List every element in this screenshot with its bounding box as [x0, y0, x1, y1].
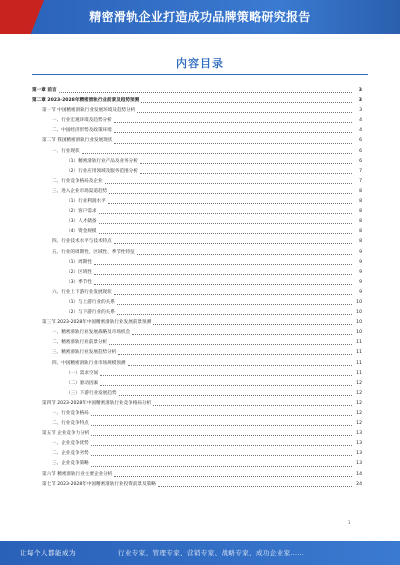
toc-entry[interactable] [32, 318, 362, 328]
toc-entry[interactable] [32, 217, 362, 227]
toc-leader-dots [114, 132, 352, 133]
toc-entry-title: （2）与下游行业的关系 [66, 310, 115, 316]
toc-leader-dots [99, 213, 353, 214]
toc-entry[interactable] [32, 288, 362, 298]
toc-entry-title: （三）下游行业发展趋势 [66, 390, 117, 396]
toc-entry-page: 10 [356, 299, 362, 305]
toc-entry-page: 10 [356, 310, 362, 316]
toc-leader-dots [105, 183, 352, 184]
toc-entry-page: 10 [356, 330, 362, 336]
toc-entry-page: 14 [356, 471, 362, 477]
toc-entry-page: 9 [359, 279, 362, 285]
toc-entry-page: 9 [359, 269, 362, 275]
toc-entry[interactable] [32, 359, 362, 369]
toc-entry[interactable] [32, 207, 362, 217]
toc-leader-dots [91, 445, 352, 446]
toc-leader-dots [117, 304, 352, 305]
toc-entry-page: 8 [359, 229, 362, 235]
toc-entry[interactable] [32, 248, 362, 258]
toc-entry-page: 11 [356, 370, 362, 376]
toc-entry-page: 12 [356, 421, 362, 427]
toc-entry-title: 第五节 企业竞争力分析 [42, 431, 90, 437]
toc-entry-title: 二、行业竞争特点 [52, 421, 89, 427]
toc-entry-title: （3）人才储备 [66, 219, 97, 225]
toc-leader-dots [140, 163, 352, 164]
toc-leader-dots [109, 344, 352, 345]
footer-slogan: 让每个人都能成为 [20, 549, 76, 557]
toc-entry-page: 13 [356, 461, 362, 467]
toc-entry-page: 4 [359, 128, 362, 134]
toc-entry-page: 9 [359, 289, 362, 295]
toc-entry[interactable] [32, 449, 362, 459]
toc-entry[interactable] [32, 197, 362, 207]
toc-leader-dots [114, 294, 352, 295]
toc-entry-title: 三、进入企业市场渠道趋势 [52, 188, 108, 194]
toc-entry-page: 8 [359, 219, 362, 225]
toc-leader-dots [137, 112, 352, 113]
toc-entry[interactable] [32, 187, 362, 197]
toc-leader-dots [114, 143, 352, 144]
toc-leader-dots [119, 395, 352, 396]
toc-entry[interactable] [32, 379, 362, 389]
toc-leader-dots [128, 365, 352, 366]
toc-entry-title: （二）驱动因素 [66, 380, 99, 386]
toc-leader-dots [100, 375, 352, 376]
toc-entry-page: 8 [359, 199, 362, 205]
toc-entry[interactable] [32, 348, 362, 358]
toc-entry-title: 第六节 精密滑轨行业主要企业分析 [42, 471, 113, 477]
toc-entry-title: 一、行业现状 [52, 148, 80, 154]
toc-title: 内容目录 [176, 57, 224, 70]
footer-banner [0, 541, 400, 565]
toc-entry[interactable] [32, 338, 362, 348]
toc-entry-title: 五、行业的周期性、区域性、季节性特征 [52, 249, 135, 255]
toc-entry-page: 24 [356, 481, 362, 487]
toc-entry-title: （2）行业应用领域及服务范围分析 [66, 168, 138, 174]
toc-leader-dots [141, 102, 352, 103]
toc-entry[interactable] [32, 328, 362, 338]
toc-entry[interactable] [32, 298, 362, 308]
toc-entry[interactable] [32, 399, 362, 409]
toc-entry[interactable] [32, 389, 362, 399]
toc-entry[interactable] [32, 167, 362, 177]
toc-entry-page: 12 [356, 400, 362, 406]
toc-entry[interactable] [32, 86, 362, 96]
toc-leader-dots [82, 153, 352, 154]
toc-entry-title: （2）区域性 [66, 269, 92, 275]
toc-entry-title: 第七节 2023-2028年中国精密滑轨行业投资前景及策略 [42, 481, 156, 487]
toc-entry-title: 二、企业竞争劣势 [52, 451, 89, 457]
toc-entry-page: 8 [359, 239, 362, 245]
toc-entry[interactable] [32, 96, 362, 106]
toc-leader-dots [91, 415, 352, 416]
page-number: 1 [348, 520, 351, 525]
toc-entry[interactable] [32, 177, 362, 187]
toc-entry-page: 7 [359, 178, 362, 184]
toc-leader-dots [158, 486, 352, 487]
toc-entry-page: 3 [358, 98, 362, 104]
toc-entry-title: （4）资金规模 [66, 229, 97, 235]
toc-entry-title: 第三节 2023-2028年中国精密滑轨行业发展前景预测 [42, 320, 152, 326]
toc-entry[interactable] [32, 268, 362, 278]
toc-entry-title: 一、企业竞争优势 [52, 441, 89, 447]
toc-entry[interactable] [32, 459, 362, 469]
toc-entry[interactable] [32, 258, 362, 268]
toc-entry[interactable] [32, 227, 362, 237]
toc-leader-dots [117, 314, 352, 315]
toc-entry-page: 12 [356, 411, 362, 416]
toc-leader-dots [91, 455, 352, 456]
toc-leader-dots [94, 284, 352, 285]
toc-entry-page: 4 [359, 118, 362, 124]
toc-leader-dots [99, 233, 353, 234]
toc-leader-dots [91, 435, 352, 436]
toc-entry[interactable] [32, 116, 362, 126]
toc-entry-title: 四、中国精密滑轨行业市场规模预测 [52, 360, 126, 366]
toc-leader-dots [109, 193, 352, 194]
toc-entry[interactable] [32, 429, 362, 439]
toc-leader-dots [114, 122, 352, 123]
toc-entry[interactable] [32, 480, 362, 490]
toc-leader-dots [91, 425, 352, 426]
toc-leader-dots [94, 274, 352, 275]
toc-entry-page: 6 [359, 158, 362, 164]
toc-entry-page: 8 [359, 209, 362, 215]
toc-entry-page: 3 [359, 108, 362, 114]
toc-leader-dots [114, 243, 352, 244]
toc-entry-title: 一、精密滑轨行业发展战略及市场机会 [52, 330, 131, 336]
toc-leader-dots [94, 264, 352, 265]
toc-leader-dots [108, 203, 352, 204]
toc-divider [32, 74, 368, 75]
toc-leader-dots [137, 254, 352, 255]
toc-leader-dots [140, 173, 352, 174]
toc-entry-title: （1）与上游行业的关系 [66, 299, 115, 305]
toc-entry-page: 12 [356, 380, 362, 386]
toc-entry-title: 一、行业竞争格局 [52, 411, 89, 416]
toc-entry-title: 二、中国经济形势及政策环境 [52, 128, 112, 134]
toc-entry-page: 11 [356, 340, 362, 346]
toc-entry-page: 9 [359, 259, 362, 265]
toc-entry-title: 四、行业技术水平与技术特点 [52, 239, 112, 245]
toc-entry[interactable] [32, 157, 362, 167]
toc-entry[interactable] [32, 278, 362, 288]
toc-entry-page: 8 [359, 188, 362, 194]
toc-entry-title: （2）客户需求 [66, 209, 97, 215]
toc-leader-dots [99, 223, 353, 224]
toc-entry-title: 二、精密滑轨行业前景分析 [52, 340, 108, 346]
toc-entry-title: 三、企业竞争策略 [52, 461, 89, 467]
toc-entry-title: 第四节 2023-2028年中国精密滑轨行业竞争格局分析 [42, 400, 152, 406]
toc-entry[interactable] [32, 419, 362, 429]
toc-entry[interactable] [32, 409, 362, 419]
toc-entry-title: 三、精密滑轨行业发展趋势分析 [52, 350, 117, 356]
toc-entry-title: （1）周期性 [66, 259, 92, 265]
toc-entry-page: 7 [359, 168, 362, 174]
toc-entry[interactable] [32, 439, 362, 449]
toc-leader-dots [59, 92, 352, 93]
toc-entry[interactable] [32, 126, 362, 136]
toc-entry-title: 第一章 前言 [32, 88, 57, 93]
toc-entry-page: 13 [356, 451, 362, 457]
toc-leader-dots [132, 334, 352, 335]
toc-leader-dots [100, 385, 352, 386]
toc-entry-page: 10 [356, 320, 362, 326]
toc-entry-title: 第一节 中国精密滑轨行业发展环境及趋势分析 [42, 108, 136, 114]
toc-entry[interactable] [32, 470, 362, 480]
toc-entry[interactable] [32, 106, 362, 116]
toc-entry[interactable] [32, 136, 362, 146]
toc-entry-page: 9 [359, 249, 362, 255]
report-title: 精密滑轨企业打造成功品牌策略研究报告 [89, 10, 311, 24]
footer-tagline: 行业专家、管理专家、营销专家、战略专家、成功企业家…… [118, 549, 305, 557]
toc-entry-title: （3）季节性 [66, 279, 92, 285]
toc-entry-page: 13 [356, 441, 362, 447]
toc-entry[interactable] [32, 369, 362, 379]
toc-entry[interactable] [32, 147, 362, 157]
toc-entry-title: 二、行业竞争格局及企业 [52, 178, 103, 184]
toc-leader-dots [118, 354, 352, 355]
toc-entry-page: 6 [359, 138, 362, 144]
toc-entry-page: 3 [358, 88, 362, 93]
toc-entry-title: 一、行业宏观环境及趋势分析 [52, 118, 112, 124]
toc-entry-title: 六、行业上下游行业发展现状 [52, 289, 112, 295]
toc-leader-dots [91, 466, 352, 467]
toc-leader-dots [114, 476, 352, 477]
header-banner [0, 0, 400, 34]
toc-entry-page: 6 [359, 148, 362, 154]
toc-entry-title: 第二章 2023-2028年精密滑轨行业前景及趋势预测 [32, 98, 140, 104]
table-of-contents [32, 86, 362, 490]
toc-entry[interactable] [32, 308, 362, 318]
toc-entry-page: 11 [356, 360, 362, 366]
toc-entry-page: 12 [356, 390, 362, 396]
toc-entry-page: 11 [356, 350, 362, 356]
toc-entry[interactable] [32, 237, 362, 247]
toc-leader-dots [153, 324, 352, 325]
toc-entry-title: （一）需求空间 [66, 370, 99, 376]
toc-entry-title: （1）行业利润水平 [66, 199, 106, 205]
toc-entry-page: 13 [356, 431, 362, 437]
toc-entry-title: 第二节 我国精密滑轨行业发展现状 [42, 138, 113, 144]
toc-entry-title: （1）精密滑轨行业产品及业务分析 [66, 158, 138, 164]
toc-leader-dots [153, 405, 352, 406]
